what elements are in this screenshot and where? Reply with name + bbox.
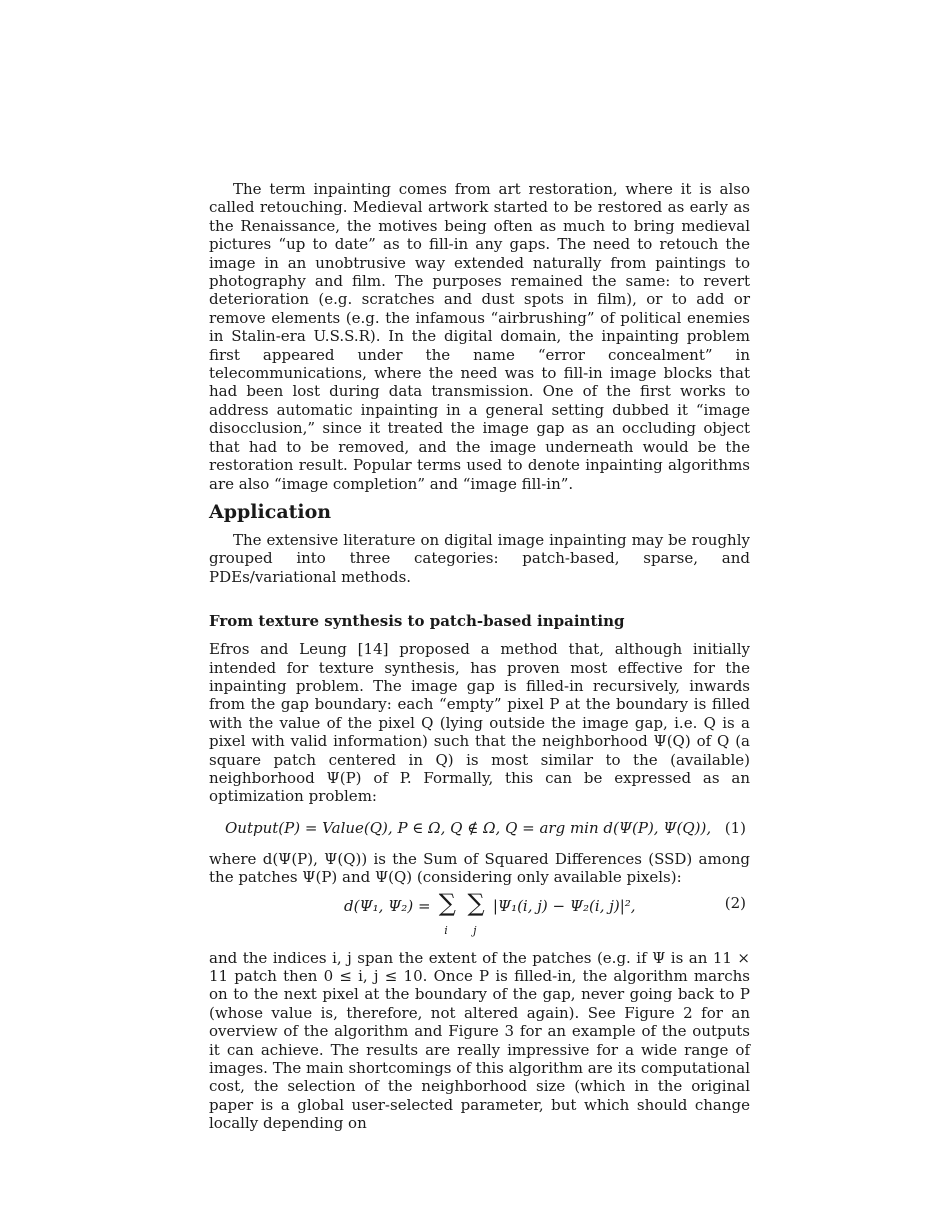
application-paragraph: The extensive literature on digital image inpainting may be roughly grouped into three categories: patch-based, sparse, and PDEs/variational methods. — [209, 530, 750, 586]
sum-symbol-j: ∑ — [467, 888, 485, 917]
ssd-paragraph: where d(Ψ(P), Ψ(Q)) is the Sum of Squared Differences (SSD) among the patches Ψ(P) and Ψ(Q) (considering only available pixels): — [209, 849, 750, 887]
equation-2 — [209, 888, 750, 939]
sum-index-i: i — [444, 923, 448, 937]
equation-1-body: Output(P) = Value(Q), P ∈ Ω, Q ∉ Ω, Q = arg min d(Ψ(P), Ψ(Q)), — [225, 818, 712, 837]
sum-symbol-i: ∑ — [438, 888, 456, 917]
section-title-application: Application — [209, 500, 332, 523]
equation-1-number: (1) — [724, 818, 746, 837]
equation-2-lhs: d(Ψ₁, Ψ₂) = — [344, 896, 431, 915]
equation-2-body — [344, 888, 636, 937]
subsection-title-texture-synthesis: From texture synthesis to patch-based inpainting — [209, 612, 625, 631]
paper-page — [209, 180, 750, 1133]
equation-2-rhs: |Ψ₁(i, j) − Ψ₂(i, j)|², — [492, 896, 636, 915]
equation-2-number: (2) — [724, 893, 746, 912]
intro-paragraph: The term inpainting comes from art restoration, where it is also called retouching. Medieval artwork started to be restored as early as the Renaissance, the motives being often as much to bring medieval pictures “up to date” as to fill-in any gaps. The need to retouch the image in an unobtrusive way extended naturally from paintings to photography and film. The purposes remained the same: to revert deterioration (e.g. scratches and dust spots in film), or to add or remove elements (e.g. the infamous “airbrushing” of political enemies in Stalin-era U.S.S.R). In the digital domain, the inpainting problem first appeared under the name “error concealment” in telecommunications, where the need was to fill-in image blocks that had been lost during data transmission. One of the first works to address automatic inpainting in a general setting dubbed it “image disocclusion,” since it treated the image gap as an occluding object that had to be removed, and the image underneath would be the restoration result. Popular terms used to denote inpainting algorithms are also “image completion” and “image fill-in”. — [209, 180, 750, 493]
efros-leung-paragraph: Efros and Leung [14] proposed a method that, although initially intended for texture synthesis, has proven most effective for the inpainting problem. The image gap is filled-in recursively, inwards from the gap boundary: each “empty” pixel P at the boundary is filled with the value of the pixel Q (lying outside the image gap, i.e. Q is a pixel with valid information) such that the neighborhood Ψ(Q) of Q (a square patch centered in Q) is most similar to the (available) neighborhood Ψ(P) of P. Formally, this can be expressed as an optimization problem: — [209, 640, 750, 806]
equation-1 — [209, 818, 750, 838]
sum-index-j: j — [473, 923, 477, 937]
indices-paragraph: and the indices i, j span the extent of the patches (e.g. if Ψ is an 11 × 11 patch then 0 ≤ i, j ≤ 10. Once P is filled-in, the algorithm marchs on to the next pixel at the boundary of the gap, never going back to P (whose value is, therefore, not altered again). See Figure 2 for an overview of the algorithm and Figure 3 for an example of the outputs it can achieve. The results are really impressive for a wide range of images. The main shortcomings of this algorithm are its computational cost, the selection of the neighborhood size (which in the original paper is a global user-selected parameter, but which should change locally depending on — [209, 948, 750, 1133]
